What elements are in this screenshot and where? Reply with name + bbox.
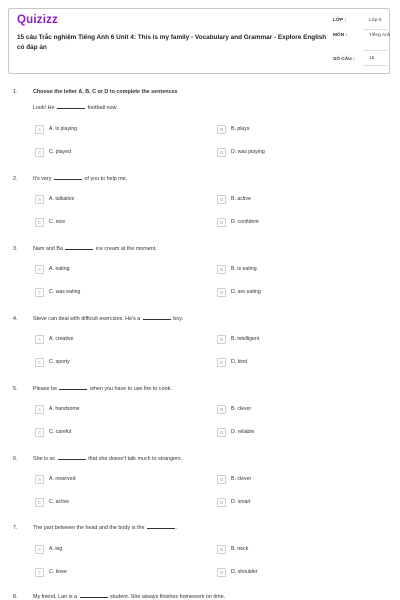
answer-blank [80,597,108,598]
question-text-post: football now. [87,105,118,111]
answer-blank [58,459,86,460]
option-letter: D [217,148,226,157]
option-letter: B [217,265,226,274]
class-label: LỚP : [333,18,347,23]
option-letter: D [217,288,226,297]
question-number: 1. [13,89,18,95]
answer-blank [54,179,82,180]
question-number: 6. [13,456,18,462]
option-text: C. careful [49,429,72,435]
question-text-pre: Steve can deal with difficult exercises. He's a [33,316,141,322]
question-text-pre: She is so [33,456,56,462]
question-text-post: boy. [173,316,184,322]
question-text-pre: The part between the head and the body is the [33,525,145,531]
option-text: D. was playing [231,149,265,155]
option-letter: D [217,568,226,577]
option-text: C. nice [49,219,66,225]
option-letter: A [35,405,44,414]
option-text: B. is eating [231,266,257,272]
question-text [33,105,118,111]
option-letter: B [217,125,226,134]
option-letter: D [217,218,226,227]
class-value: Lớp 6 [369,18,382,23]
option-letter: C [35,288,44,297]
option-text: B. clever [231,476,252,482]
option-letter: A [35,265,44,274]
option-letter: A [35,125,44,134]
question-text-post: . [176,525,178,531]
option-letter: A [35,545,44,554]
question-text-pre: It's very [33,176,52,182]
answer-blank [57,108,85,109]
question-text-pre: Nam and Ba [33,246,63,252]
option-text: B. neck [231,546,249,552]
question-number: 4. [13,316,18,322]
question-text-post: when you have to use fire to cook. [89,386,172,392]
option-letter: C [35,568,44,577]
question-text-pre: Look! He [33,105,55,111]
question-number: 7. [13,525,18,531]
question-text [33,386,172,392]
divider [363,50,387,51]
option-text: A. handsome [49,406,80,412]
count-label: SỐ CÂU : [333,57,355,62]
question-text-post: that she doesn't talk much to strangers. [88,456,183,462]
option-text: B. plays [231,126,250,132]
question-text-post: of you to help me. [84,176,128,182]
page-title: 15 câu Trắc nghiệm Tiếng Anh 6 Unit 4: This is my family - Vocabulary and Grammar - Explore English có đáp án [17,34,327,51]
answer-blank [65,249,93,250]
option-text: A. eating [49,266,70,272]
option-text: D. shoulder [231,569,258,575]
option-text: D. kind [231,359,248,365]
option-text: D. smart [231,499,251,505]
option-text: A. creative [49,336,74,342]
question-text-pre: Please be [33,386,57,392]
option-letter: B [217,405,226,414]
option-letter: D [217,428,226,437]
count-value: 15 [369,56,375,61]
option-text: A. leg [49,546,63,552]
option-text: A. talkative [49,196,75,202]
answer-blank [143,319,171,320]
option-letter: C [35,498,44,507]
question-text [33,456,182,462]
option-letter: D [217,498,226,507]
option-text: B. active [231,196,251,202]
question-text-post: student. She always finishes homework on time. [110,594,226,600]
option-text: D. confident [231,219,259,225]
divider [363,65,387,66]
quizizz-logo[interactable]: Quizizz [17,14,59,26]
question-number: 3. [13,246,18,252]
option-letter: B [217,475,226,484]
option-text: C. was eating [49,289,81,295]
question-text [33,176,127,182]
divider [363,29,387,30]
option-letter: B [217,545,226,554]
option-text: C. played [49,149,71,155]
question-text [33,246,157,252]
question-instruction: Choose the letter A, B, C or D to complete the sentences [33,89,178,95]
option-letter: C [35,218,44,227]
question-text [33,525,178,531]
question-text-pre: My friend, Lan is a [33,594,78,600]
worksheet-header [8,8,390,74]
option-text: C. knee [49,569,67,575]
option-letter: C [35,148,44,157]
option-text: B. intelligent [231,336,260,342]
question-text [33,594,225,600]
option-text: B. clever [231,406,252,412]
option-letter: B [217,335,226,344]
option-letter: A [35,475,44,484]
option-letter: C [35,358,44,367]
option-text: D. are eating [231,289,261,295]
question-text [33,316,183,322]
answer-blank [59,389,87,390]
question-number: 8. [13,594,18,600]
option-text: C. sporty [49,359,70,365]
answer-blank [147,528,175,529]
question-text-post: ice cream at the moment. [95,246,157,252]
question-number: 2. [13,176,18,182]
subject-label: MÔN : [333,33,348,38]
option-text: A. reserved [49,476,76,482]
option-letter: C [35,428,44,437]
question-number: 5. [13,386,18,392]
option-letter: B [217,195,226,204]
subject-value: Tiếng Anh [369,33,391,38]
option-text: C. active [49,499,70,505]
option-text: A. is playing [49,126,77,132]
option-letter: A [35,335,44,344]
option-text: D. reliable [231,429,255,435]
option-letter: D [217,358,226,367]
option-letter: A [35,195,44,204]
